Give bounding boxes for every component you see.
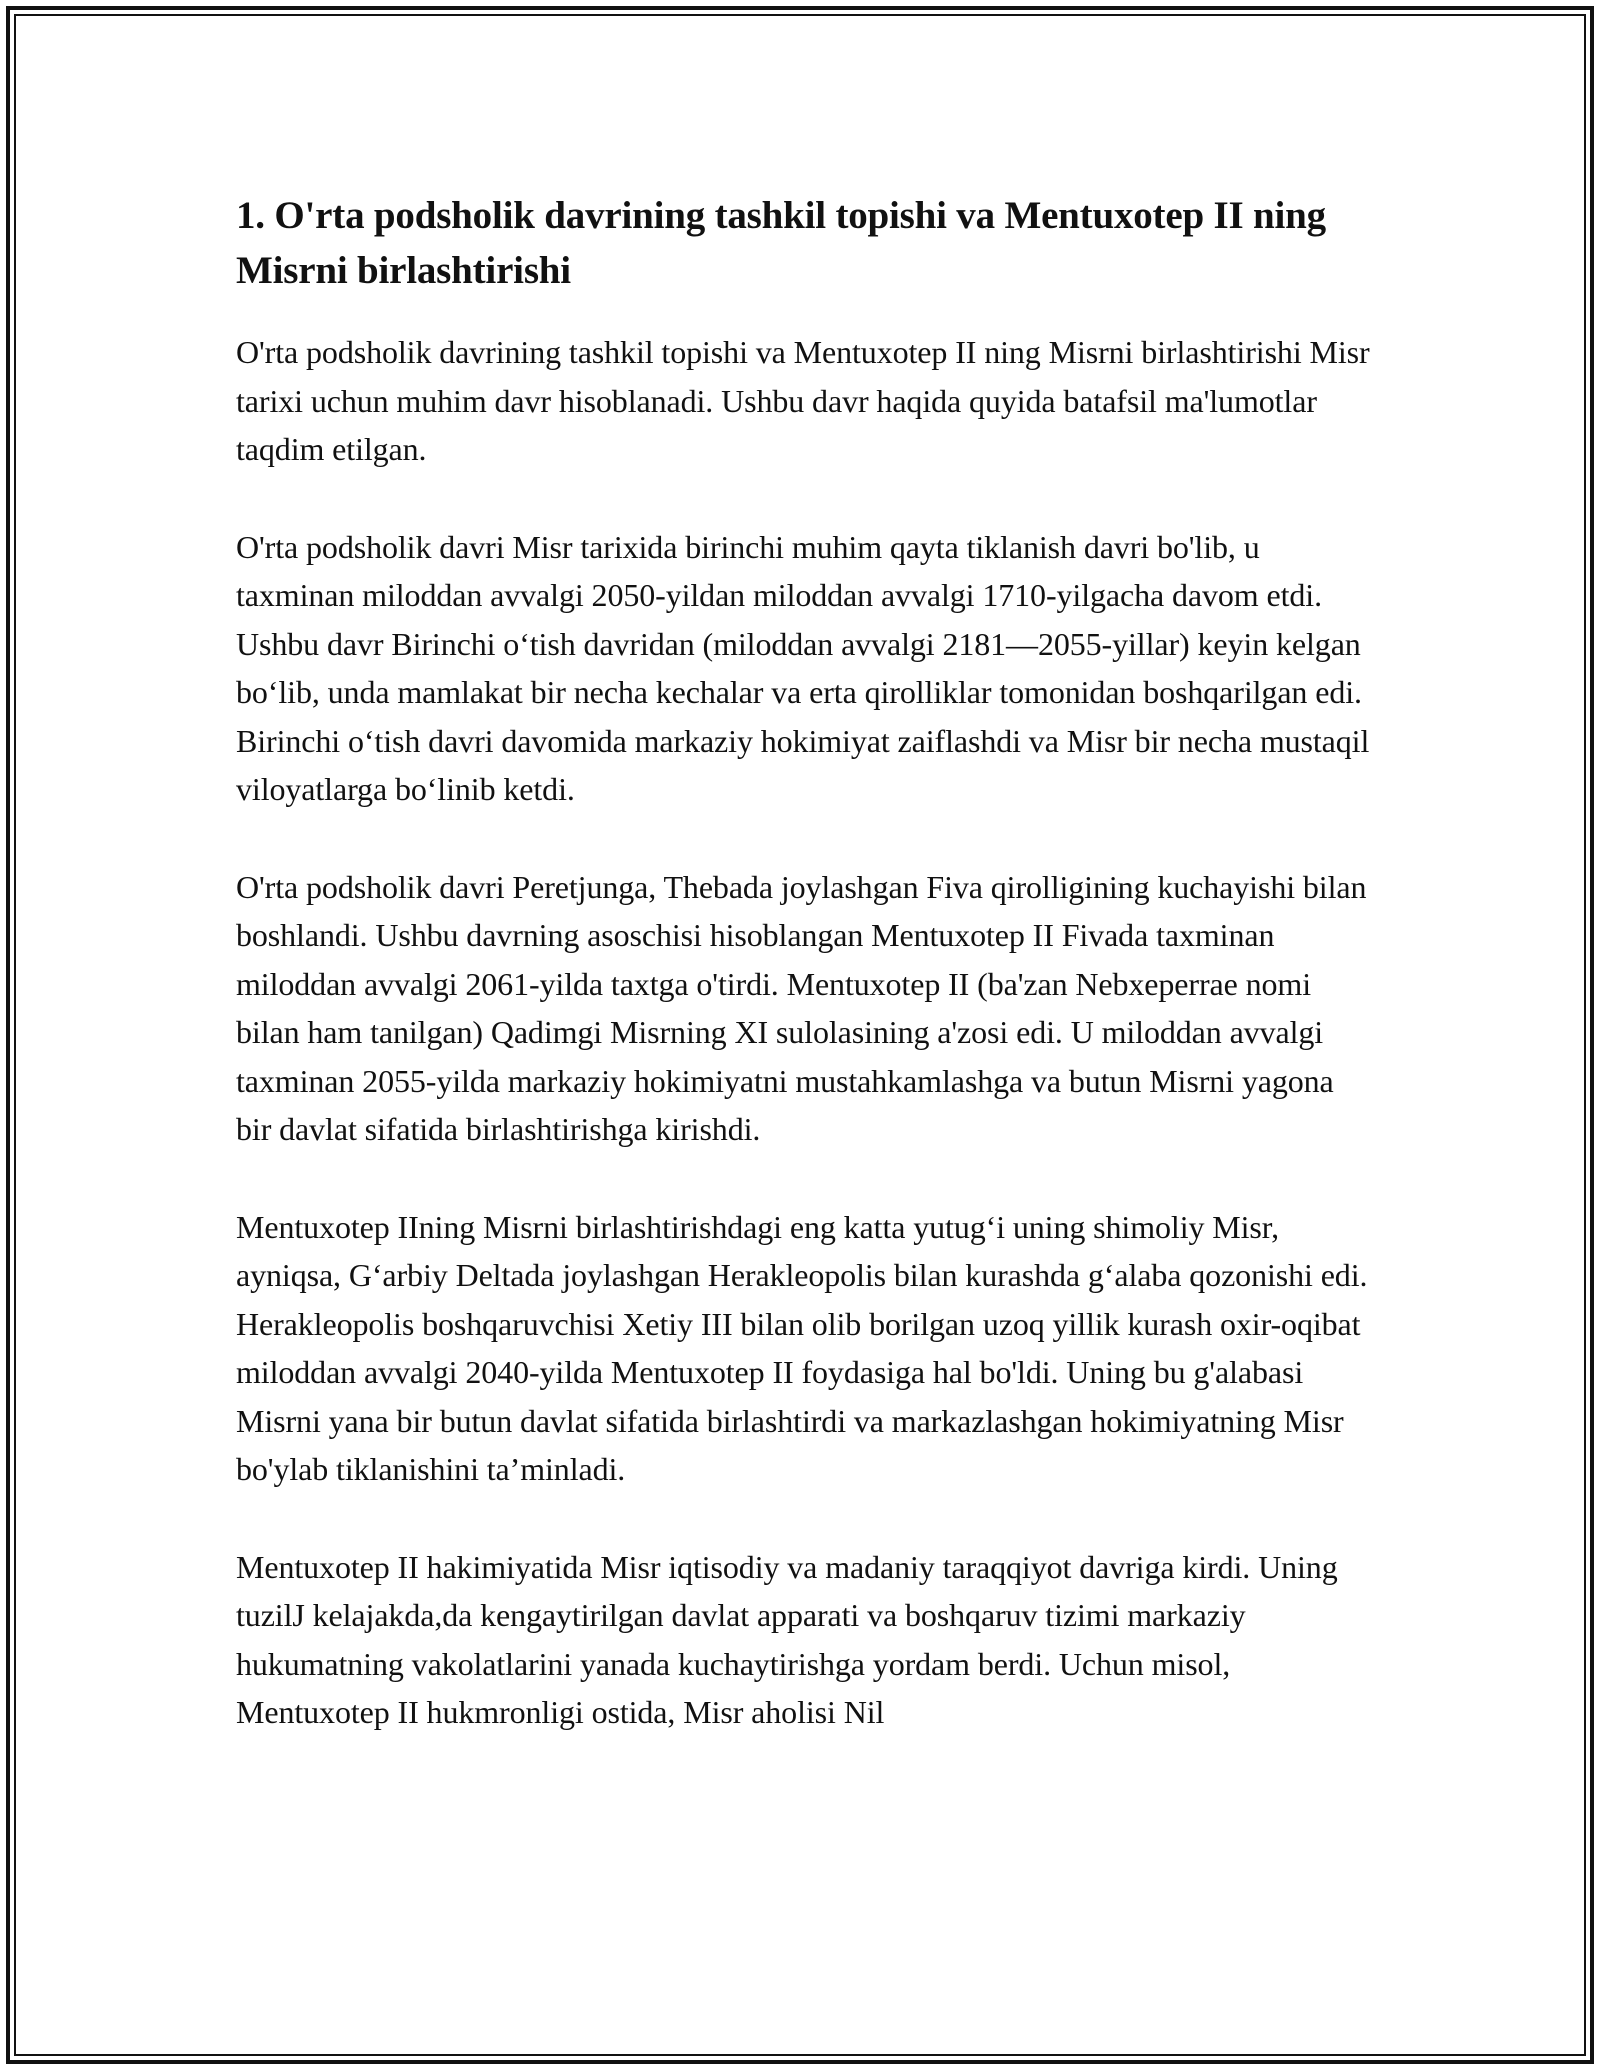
document-body [236, 188, 1376, 1786]
paragraph-2: O'rta podsholik davri Misr tarixida birinchi muhim qayta tiklanish davri bo'lib, u taxminan miloddan avvalgi 2050-yildan miloddan avvalgi 1710-yilgacha davom etdi. Ushbu davr Birinchi o‘tish davridan (miloddan avvalgi 2181—2055-yillar) keyin kelgan bo‘lib, unda mamlakat bir necha kechalar va erta qirolliklar tomonidan boshqarilgan edi. Birinchi o‘tish davri davomida markaziy hokimiyat zaiflashdi va Misr bir necha mustaqil viloyatlarga bo‘linib ketdi. [236, 528, 1370, 807]
paragraph-4: Mentuxotep IIning Misrni birlashtirishdagi eng katta yutug‘i uning shimoliy Misr, ayniqsa, G‘arbiy Deltada joylashgan Herakleopolis bilan kurashda g‘alaba qozonishi edi. Herakleopolis boshqaruvchisi Xetiy III bilan olib borilgan uzoq yillik kurash oxir-oqibat miloddan avvalgi 2040-yilda Mentuxotep II foydasiga hal bo'ldi. Uning bu g'alabasi Misrni yana bir butun davlat sifatida birlashtirdi va markazlashgan hokimiyatning Misr bo'ylab tiklanishini ta’minladi. [236, 1208, 1368, 1487]
paragraph-5: Mentuxotep II hakimiyatida Misr iqtisodiy va madaniy taraqqiyot davriga kirdi. Uning tuzilJ kelajakda,da kengaytirilgan davlat apparati va boshqaruv tizimi markaziy hukumatning vakolatlarini yanada kuchaytirishga yordam berdi. Uchun misol, Mentuxotep II hukmronligi ostida, Misr aholisi Nil [236, 1548, 1338, 1730]
paragraph-1: O'rta podsholik davrining tashkil topishi va Mentuxotep II ning Misrni birlashtirishi Misr tarixi uchun muhim davr hisoblanadi. Ushbu davr haqida quyida batafsil ma'lumotlar taqdim etilgan. [236, 334, 1370, 467]
paragraph-3: O'rta podsholik davri Peretjunga, Thebada joylashgan Fiva qirolligining kuchayishi bilan boshlandi. Ushbu davrning asoschisi hisoblangan Mentuxotep II Fivada taxminan miloddan avvalgi 2061-yilda taxtga o'tirdi. Mentuxotep II (ba'zan Nebxeperrae nomi bilan ham tanilgan) Qadimgi Misrning XI sulolasining a'zosi edi. U miloddan avvalgi taxminan 2055-yilda markaziy hokimiyatni mustahkamlashga va butun Misrni yagona bir davlat sifatida birlashtirishga kirishdi. [236, 868, 1367, 1147]
section-heading: 1. O'rta podsholik davrining tashkil topishi va Mentuxotep II ning Misrni birlashtirishi [236, 194, 1326, 292]
